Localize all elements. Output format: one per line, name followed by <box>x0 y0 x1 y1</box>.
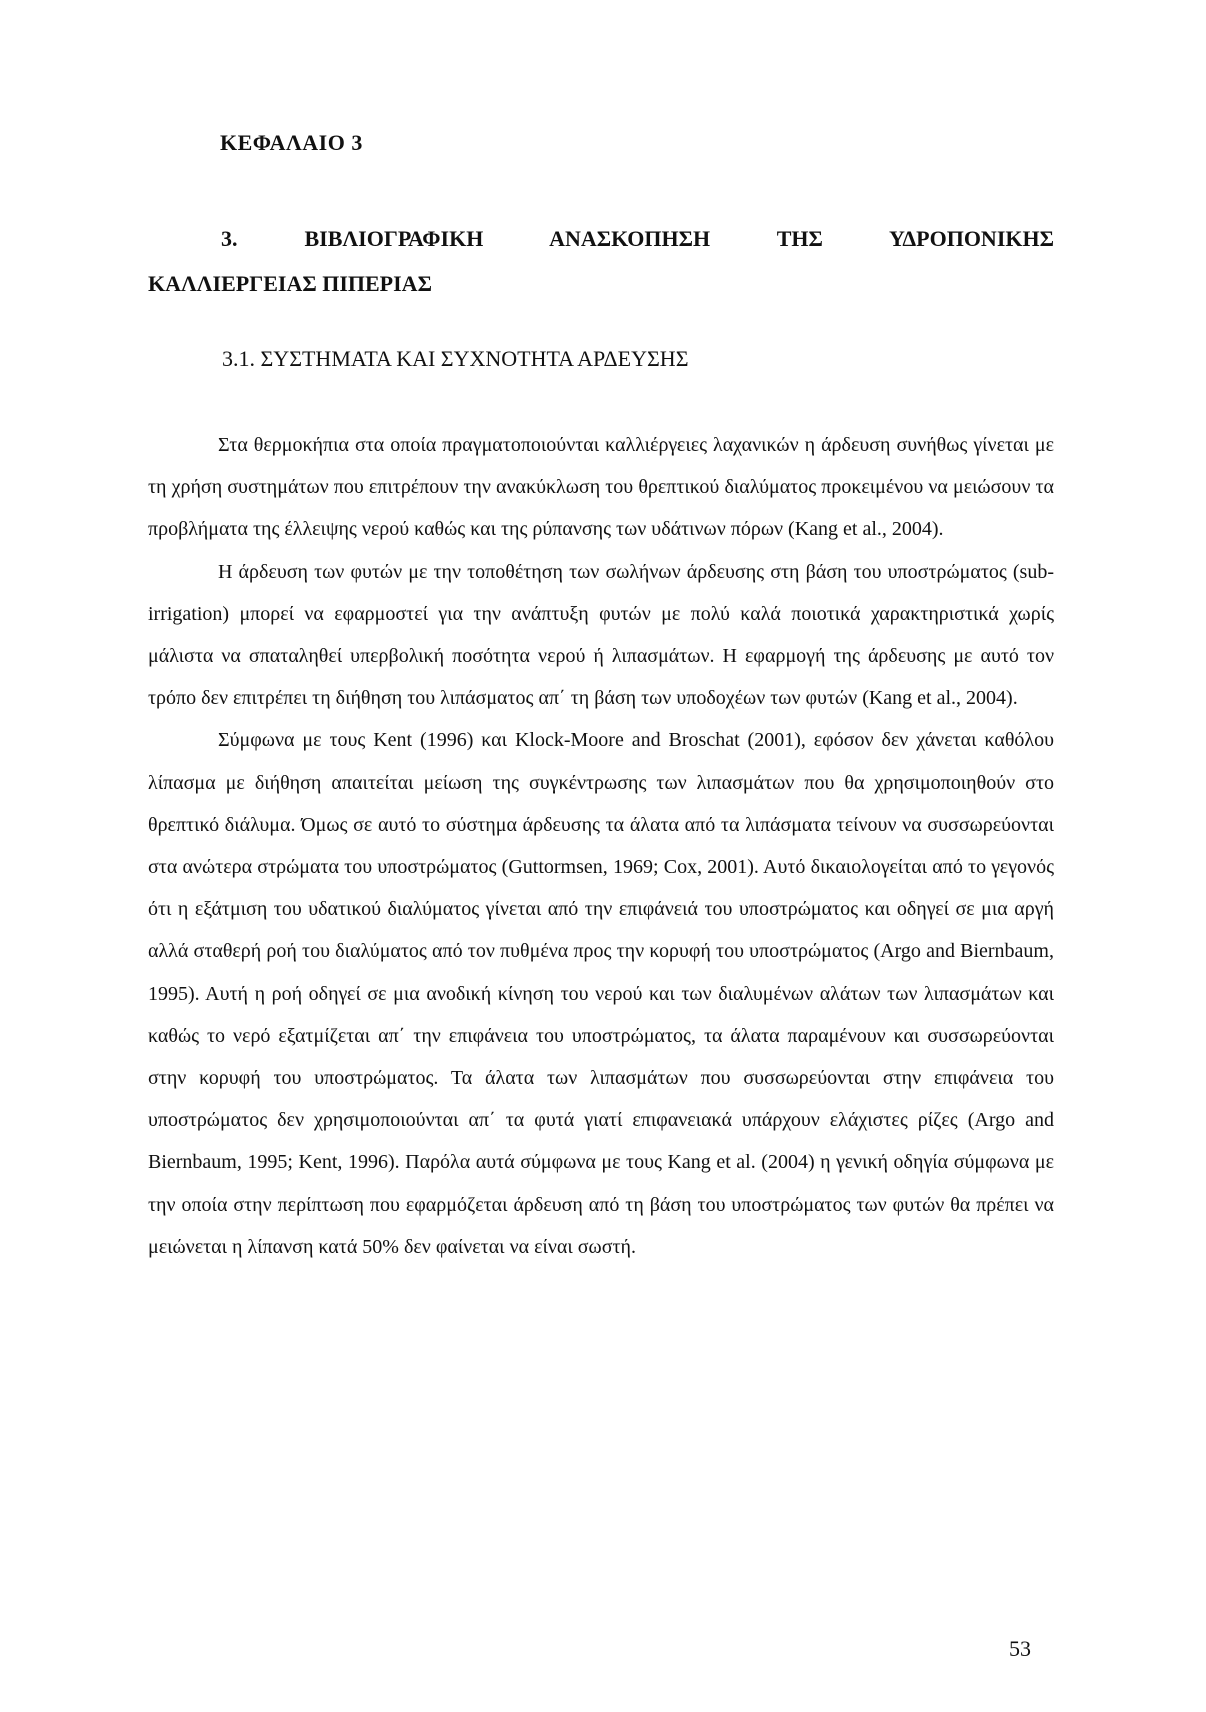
paragraph-2: Η άρδευση των φυτών με την τοποθέτηση των σωλήνων άρδευσης στη βάση του υποστρώματος (sub-irrigation) μπορεί να εφαρμοστεί για την ανάπτυξη φυτών με πολύ καλά ποιοτικά χαρακτηριστικά χωρίς μάλιστα να σπαταληθεί υπερβολική ποσότητα νερού ή λιπασμάτων. Η εφαρμογή της άρδευσης με αυτό τον τρόπο δεν επιτρέπει τη διήθηση του λιπάσματος απ΄ τη βάση των υποδοχέων των φυτών (Kang et al., 2004). <box>148 560 1054 710</box>
paragraph-1: Στα θερμοκήπια στα οποία πραγματοποιούνται καλλιέργειες λαχανικών η άρδευση συνήθως γίνεται με τη χρήση συστημάτων που επιτρέπουν την ανακύκλωση του θρεπτικού διαλύματος προκειμένου να μειώσουν τα προβλήματα της έλλειψης νερού καθώς και της ρύπανσης των υδάτινων πόρων (Kang et al., 2004). <box>148 434 1054 541</box>
subsection-heading: 3.1. ΣΥΣΤΗΜΑΤΑ ΚΑΙ ΣΥΧΝΟΤΗΤΑ ΑΡΔΕΥΣΗΣ <box>222 346 689 371</box>
section-heading-line-1: 3. ΒΙΒΛΙΟΓΡΑΦΙΚΗ ΑΝΑΣΚΟΠΗΣΗ ΤΗΣ ΥΔΡΟΠΟΝΙΚΗΣ <box>221 226 1054 251</box>
chapter-label: ΚΕΦΑΛΑΙΟ 3 <box>220 130 363 155</box>
paragraph-3: Σύμφωνα με τους Kent (1996) και Klock-Moore and Broschat (2001), εφόσον δεν χάνεται καθόλου λίπασμα με διήθηση απαιτείται μείωση της συγκέντρωσης των λιπασμάτων που θα χρησιμοποιηθούν στο θρεπτικό διάλυμα. Όμως σε αυτό το σύστημα άρδευσης τα άλατα από τα λιπάσματα τείνουν να συσσωρεύονται στα ανώτερα στρώματα του υποστρώματος (Guttormsen, 1969; Cox, 2001). Αυτό δικαιολογείται από το γεγονός ότι η εξάτμιση του υδατικού διαλύματος γίνεται από την επιφάνειά του υποστρώματος και οδηγεί σε μια αργή αλλά σταθερή ροή του διαλύματος από τον πυθμένα προς την κορυφή του υποστρώματος (Argo and Biernbaum, 1995). Αυτή η ροή οδηγεί σε μια ανοδική κίνηση του νερού και των διαλυμένων αλάτων των λιπασμάτων και καθώς το νερό εξατμίζεται απ΄ την επιφάνεια του υποστρώματος, τα άλατα παραμένουν και συσσωρεύονται στην κορυφή του υποστρώματος. Τα άλατα των λιπασμάτων που συσσωρεύονται στην επιφάνεια του υποστρώματος δεν χρησιμοποιούνται απ΄ τα φυτά γιατί επιφανειακά υπάρχουν ελάχιστες ρίζες (Argo and Biernbaum, 1995; Kent, 1996). Παρόλα αυτά σύμφωνα με τους Kang et al. (2004) η γενική οδηγία σύμφωνα με την οποία στην περίπτωση που εφαρμόζεται άρδευση από τη βάση του υποστρώματος των φυτών θα πρέπει να μειώνεται η λίπανση κατά 50% δεν φαίνεται να είναι σωστή. <box>148 729 1054 1258</box>
section-heading <box>148 216 1054 306</box>
section-heading-line-2: ΚΑΛΛΙΕΡΓΕΙΑΣ ΠΙΠΕΡΙΑΣ <box>148 271 432 296</box>
page-number: 53 <box>1009 1636 1031 1661</box>
body-text <box>148 424 1054 1268</box>
